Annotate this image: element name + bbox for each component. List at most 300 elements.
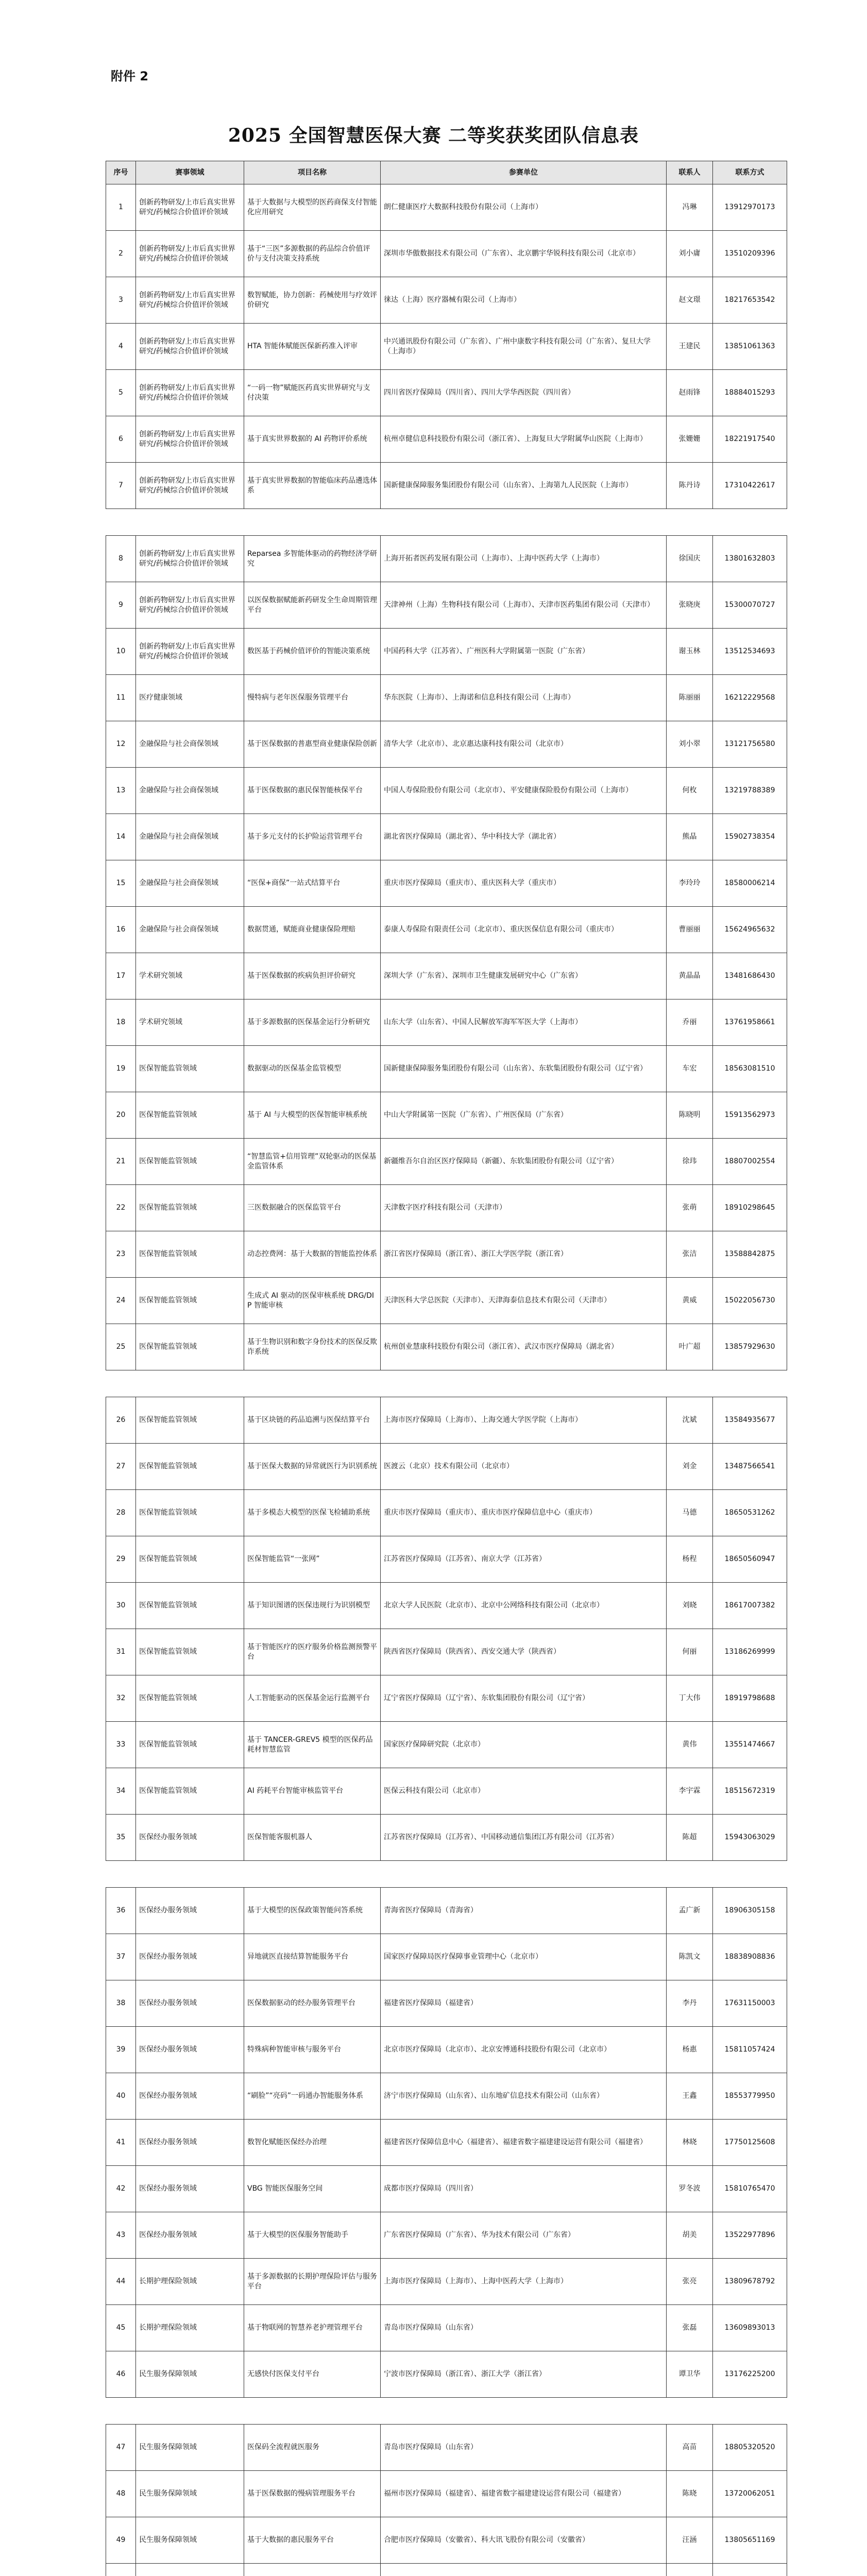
row-phone: 13186269999 bbox=[713, 1629, 787, 1675]
row-field: 创新药物研发/上市后真实世界研究/药械综合价值评价领域 bbox=[136, 277, 244, 324]
row-project: 基于大数据的惠民服务平台 bbox=[244, 2517, 381, 2564]
row-project: VBG 智能医保服务空间 bbox=[244, 2166, 381, 2212]
row-phone: 18217653542 bbox=[713, 277, 787, 324]
row-org: 江苏省医疗保障局（江苏省）、中国移动通信集团江苏有限公司（江苏省） bbox=[381, 1815, 667, 1861]
row-field: 长期护理保险领域 bbox=[136, 2305, 244, 2351]
row-org: 深圳市华傲数据技术有限公司（广东省）、北京鹏宇华锐科技有限公司（北京市） bbox=[381, 231, 667, 277]
table-row bbox=[106, 1583, 787, 1629]
row-no: 23 bbox=[106, 1231, 136, 1278]
row-project: 基于大模型的医保政策智能问答系统 bbox=[244, 1888, 381, 1934]
row-field: 创新药物研发/上市后真实世界研究/药械综合价值评价领域 bbox=[136, 582, 244, 629]
row-no: 32 bbox=[106, 1675, 136, 1722]
table-row bbox=[106, 999, 787, 1046]
row-contact: 陈超 bbox=[667, 1815, 713, 1861]
row-field bbox=[136, 2564, 244, 2576]
row-org: 天津数字医疗科技有限公司（天津市） bbox=[381, 1185, 667, 1231]
row-contact: 谢玉林 bbox=[667, 629, 713, 675]
row-no: 41 bbox=[106, 2120, 136, 2166]
row-contact: 孟广新 bbox=[667, 1888, 713, 1934]
row-phone: 18884015293 bbox=[713, 370, 787, 416]
table-row bbox=[106, 2471, 787, 2517]
row-project: 基于 TANCER-GREV5 模型的医保药品耗材智慧监管 bbox=[244, 1722, 381, 1768]
row-project: 医保码全流程就医服务 bbox=[244, 2425, 381, 2471]
row-no: 42 bbox=[106, 2166, 136, 2212]
row-phone: 15811057424 bbox=[713, 2027, 787, 2073]
row-no: 25 bbox=[106, 1324, 136, 1370]
row-org: 北京大学人民医院（北京市）、北京中公网络科技有限公司（北京市） bbox=[381, 1583, 667, 1629]
row-org: 医渡云（北京）技术有限公司（北京市） bbox=[381, 1444, 667, 1490]
row-field: 医保智能监管领域 bbox=[136, 1046, 244, 1092]
table-row bbox=[106, 1980, 787, 2027]
table-row bbox=[106, 1324, 787, 1370]
row-project: 数智赋能，协力创新：药械使用与疗效评价研究 bbox=[244, 277, 381, 324]
row-no: 44 bbox=[106, 2259, 136, 2305]
row-phone: 13720062051 bbox=[713, 2471, 787, 2517]
table-row bbox=[106, 1888, 787, 1934]
row-no: 11 bbox=[106, 675, 136, 721]
table-row bbox=[106, 1231, 787, 1278]
row-org: 中国人寿保险股份有限公司（北京市）、平安健康保险股份有限公司（上海市） bbox=[381, 768, 667, 814]
row-project: 数医基于药械价值评价的智能决策系统 bbox=[244, 629, 381, 675]
row-project: Reparsea 多智能体驱动的药物经济学研究 bbox=[244, 536, 381, 582]
table-row bbox=[106, 324, 787, 370]
row-phone: 13219788389 bbox=[713, 768, 787, 814]
table-row bbox=[106, 536, 787, 582]
row-project: 数据贯通，赋能商业健康保险理赔 bbox=[244, 907, 381, 953]
row-project: HTA 智能体赋能医保新药准入评审 bbox=[244, 324, 381, 370]
row-phone: 18553779950 bbox=[713, 2073, 787, 2120]
row-field: 金融保险与社会商保领域 bbox=[136, 907, 244, 953]
row-org: 上海市医疗保障局（上海市）、上海中医药大学（上海市） bbox=[381, 2259, 667, 2305]
row-org: 广东省医疗保障局（广东省）、华为技术有限公司（广东省） bbox=[381, 2212, 667, 2259]
row-org: 重庆市医疗保障局（重庆市）、重庆医科大学（重庆市） bbox=[381, 860, 667, 907]
row-field: 医保智能监管领域 bbox=[136, 1324, 244, 1370]
row-project: 基于多元支付的长护险运营管理平台 bbox=[244, 814, 381, 860]
row-org: 陕西省医疗保障局（陕西省）、西安交通大学（陕西省） bbox=[381, 1629, 667, 1675]
row-contact: 刘小翠 bbox=[667, 721, 713, 768]
row-no: 7 bbox=[106, 463, 136, 509]
row-project: 数智化赋能医保经办治理 bbox=[244, 2120, 381, 2166]
table-row bbox=[106, 1815, 787, 1861]
row-contact: 林晓 bbox=[667, 2120, 713, 2166]
row-org: 深圳大学（广东省）、深圳市卫生健康发展研究中心（广东省） bbox=[381, 953, 667, 999]
row-org: 新疆维吾尔自治区医疗保障局（新疆）、东软集团股份有限公司（辽宁省） bbox=[381, 1139, 667, 1185]
row-field: 医保经办服务领域 bbox=[136, 1888, 244, 1934]
table-row bbox=[106, 1397, 787, 1444]
table-row bbox=[106, 768, 787, 814]
row-project: 基于大数据与大模型的医药商保支付智能化应用研究 bbox=[244, 184, 381, 231]
header-field: 赛事领域 bbox=[136, 161, 244, 184]
row-contact: 张姗姗 bbox=[667, 416, 713, 463]
row-contact: 徐玮 bbox=[667, 1139, 713, 1185]
row-phone: 17750125608 bbox=[713, 2120, 787, 2166]
row-field: 医保智能监管领域 bbox=[136, 1397, 244, 1444]
attachment-label: 附件 2 bbox=[111, 69, 149, 83]
row-org: 青岛市医疗保障局（山东省） bbox=[381, 2305, 667, 2351]
table-row bbox=[106, 1046, 787, 1092]
row-no: 19 bbox=[106, 1046, 136, 1092]
row-phone: 18580006214 bbox=[713, 860, 787, 907]
row-no: 18 bbox=[106, 999, 136, 1046]
row-phone: 17310422617 bbox=[713, 463, 787, 509]
row-contact: 乔丽 bbox=[667, 999, 713, 1046]
table-row bbox=[106, 675, 787, 721]
row-contact: 张萌 bbox=[667, 1185, 713, 1231]
page-break-gap bbox=[106, 1370, 787, 1397]
row-no: 4 bbox=[106, 324, 136, 370]
row-contact: 杨程 bbox=[667, 1536, 713, 1583]
row-phone: 15624965632 bbox=[713, 907, 787, 953]
row-org: 上海市医疗保障局（上海市）、上海交通大学医学院（上海市） bbox=[381, 1397, 667, 1444]
page-break-cell bbox=[106, 509, 787, 536]
row-org: 国新健康保障服务集团股份有限公司（山东省）、东软集团股份有限公司（辽宁省） bbox=[381, 1046, 667, 1092]
row-contact: 胡美 bbox=[667, 2212, 713, 2259]
row-no bbox=[106, 2564, 136, 2576]
row-field: 金融保险与社会商保领域 bbox=[136, 721, 244, 768]
row-phone: 13481686430 bbox=[713, 953, 787, 999]
row-no: 33 bbox=[106, 1722, 136, 1768]
table-row bbox=[106, 1444, 787, 1490]
row-org: 华东医院（上海市）、上海诺和信息科技有限公司（上海市） bbox=[381, 675, 667, 721]
row-phone: 15810765470 bbox=[713, 2166, 787, 2212]
row-org: 成都市医疗保障局（四川省） bbox=[381, 2166, 667, 2212]
row-org: 天津医科大学总医院（天津市）、天津海泰信息技术有限公司（天津市） bbox=[381, 1278, 667, 1324]
row-phone: 13809678792 bbox=[713, 2259, 787, 2305]
row-phone: 18650531262 bbox=[713, 1490, 787, 1536]
row-project: 三医数据融合的医保监管平台 bbox=[244, 1185, 381, 1231]
row-field: 医保经办服务领域 bbox=[136, 2166, 244, 2212]
row-contact: 罗冬波 bbox=[667, 2166, 713, 2212]
row-org: 四川省医疗保障局（四川省）、四川大学华西医院（四川省） bbox=[381, 370, 667, 416]
row-project: 基于多模态大模型的医保飞检辅助系统 bbox=[244, 1490, 381, 1536]
table-row bbox=[106, 2212, 787, 2259]
row-org: 浙江省医疗保障局（浙江省）、浙江大学医学院（浙江省） bbox=[381, 1231, 667, 1278]
row-no: 13 bbox=[106, 768, 136, 814]
row-no: 28 bbox=[106, 1490, 136, 1536]
row-project: 基于生物识别和数字身份技术的医保反欺诈系统 bbox=[244, 1324, 381, 1370]
table-row bbox=[106, 1185, 787, 1231]
row-phone: 18221917540 bbox=[713, 416, 787, 463]
row-project: 慢特病与老年医保服务管理平台 bbox=[244, 675, 381, 721]
row-phone: 13805651169 bbox=[713, 2517, 787, 2564]
row-org: 中兴通讯股份有限公司（广东省）、广州中康数字科技有限公司（广东省）、复旦大学（上海市） bbox=[381, 324, 667, 370]
row-org: 青海省医疗保障局（青海省） bbox=[381, 1888, 667, 1934]
row-contact: 张洁 bbox=[667, 1231, 713, 1278]
row-project: 异地就医直接结算智能服务平台 bbox=[244, 1934, 381, 1980]
row-project: 基于物联网的智慧养老护理管理平台 bbox=[244, 2305, 381, 2351]
table-row bbox=[106, 1278, 787, 1324]
page-title: 2025 全国智慧医保大赛 二等奖获奖团队信息表 bbox=[228, 125, 639, 146]
row-contact: 谭卫华 bbox=[667, 2351, 713, 2398]
row-contact: 冯琳 bbox=[667, 184, 713, 231]
table-row bbox=[106, 1139, 787, 1185]
table-row bbox=[106, 814, 787, 860]
table-row bbox=[106, 2425, 787, 2471]
row-field: 医保智能监管领域 bbox=[136, 1490, 244, 1536]
row-org: 上海开拓者医药发展有限公司（上海市）、上海中医药大学（上海市） bbox=[381, 536, 667, 582]
row-phone: 13857929630 bbox=[713, 1324, 787, 1370]
row-org: 朗仁健康医疗大数据科技股份有限公司（上海市） bbox=[381, 184, 667, 231]
row-no: 39 bbox=[106, 2027, 136, 2073]
page-break-cell bbox=[106, 2398, 787, 2425]
row-no: 34 bbox=[106, 1768, 136, 1815]
row-project: 基于区块链的药品追溯与医保结算平台 bbox=[244, 1397, 381, 1444]
row-no: 49 bbox=[106, 2517, 136, 2564]
row-phone: 13912970173 bbox=[713, 184, 787, 231]
row-contact: 张磊 bbox=[667, 2305, 713, 2351]
row-field: 医保智能监管领域 bbox=[136, 1231, 244, 1278]
row-field: 医保智能监管领域 bbox=[136, 1444, 244, 1490]
row-phone: 18805320520 bbox=[713, 2425, 787, 2471]
row-contact: 李丹 bbox=[667, 1980, 713, 2027]
row-project: 基于知识图谱的医保违规行为识别模型 bbox=[244, 1583, 381, 1629]
row-org: 国家医疗保障研究院（北京市） bbox=[381, 1722, 667, 1768]
row-project: 基于真实世界数据的 AI 药物评价系统 bbox=[244, 416, 381, 463]
table-row bbox=[106, 2166, 787, 2212]
table-row bbox=[106, 2120, 787, 2166]
row-contact: 汪涵 bbox=[667, 2517, 713, 2564]
row-org: 福建省医疗保障局（福建省） bbox=[381, 1980, 667, 2027]
row-contact: 何丽 bbox=[667, 1629, 713, 1675]
row-phone: 13551474667 bbox=[713, 1722, 787, 1768]
row-phone: 16212229568 bbox=[713, 675, 787, 721]
row-org: 宁波市医疗保障局（浙江省）、浙江大学（浙江省） bbox=[381, 2351, 667, 2398]
row-org: 徕达（上海）医疗器械有限公司（上海市） bbox=[381, 277, 667, 324]
row-no: 15 bbox=[106, 860, 136, 907]
row-phone: 15022056730 bbox=[713, 1278, 787, 1324]
row-field: 创新药物研发/上市后真实世界研究/药械综合价值评价领域 bbox=[136, 231, 244, 277]
row-org: 青岛市医疗保障局（山东省） bbox=[381, 2425, 667, 2471]
row-field: 长期护理保险领域 bbox=[136, 2259, 244, 2305]
table-row bbox=[106, 721, 787, 768]
row-no: 40 bbox=[106, 2073, 136, 2120]
row-no: 14 bbox=[106, 814, 136, 860]
award-table-container bbox=[106, 161, 787, 2576]
header-contact: 联系人 bbox=[667, 161, 713, 184]
row-no: 36 bbox=[106, 1888, 136, 1934]
row-project: 基于医保数据的普惠型商业健康保险创新 bbox=[244, 721, 381, 768]
row-contact: 陈丹诗 bbox=[667, 463, 713, 509]
row-org: 济宁市医疗保障局（山东省）、山东地矿信息技术有限公司（山东省） bbox=[381, 2073, 667, 2120]
row-contact: 赵雨锋 bbox=[667, 370, 713, 416]
row-org: 重庆市医疗保障局（重庆市）、重庆市医疗保障信息中心（重庆市） bbox=[381, 1490, 667, 1536]
row-no: 31 bbox=[106, 1629, 136, 1675]
row-contact: 王建民 bbox=[667, 324, 713, 370]
row-org: 清华大学（北京市）、北京惠达康科技有限公司（北京市） bbox=[381, 721, 667, 768]
row-contact: 何枚 bbox=[667, 768, 713, 814]
page-break-cell bbox=[106, 1861, 787, 1888]
row-project: 人工智能驱动的医保基金运行监测平台 bbox=[244, 1675, 381, 1722]
table-row bbox=[106, 184, 787, 231]
header-no: 序号 bbox=[106, 161, 136, 184]
row-project: 数据驱动的医保基金监管模型 bbox=[244, 1046, 381, 1092]
row-project: “刷脸”“亮码”一码通办智能服务体系 bbox=[244, 2073, 381, 2120]
table-body bbox=[106, 184, 787, 2576]
row-contact: 熊晶 bbox=[667, 814, 713, 860]
row-phone: 18807002554 bbox=[713, 1139, 787, 1185]
award-table bbox=[106, 161, 787, 2576]
row-org: 湖北省医疗保障局（湖北省）、华中科技大学（湖北省） bbox=[381, 814, 667, 860]
row-field: 创新药物研发/上市后真实世界研究/药械综合价值评价领域 bbox=[136, 463, 244, 509]
row-phone: 13176225200 bbox=[713, 2351, 787, 2398]
row-contact: 黄晶晶 bbox=[667, 953, 713, 999]
table-row bbox=[106, 2073, 787, 2120]
row-phone: 18515672319 bbox=[713, 1768, 787, 1815]
row-no: 30 bbox=[106, 1583, 136, 1629]
row-phone: 13761958661 bbox=[713, 999, 787, 1046]
table-row bbox=[106, 2259, 787, 2305]
row-project: 基于多源数据的医保基金运行分析研究 bbox=[244, 999, 381, 1046]
table-row bbox=[106, 2305, 787, 2351]
row-contact: 徐国庆 bbox=[667, 536, 713, 582]
table-row bbox=[106, 231, 787, 277]
row-project: 医保智能客服机器人 bbox=[244, 1815, 381, 1861]
row-no: 16 bbox=[106, 907, 136, 953]
row-no: 20 bbox=[106, 1092, 136, 1139]
row-no: 24 bbox=[106, 1278, 136, 1324]
row-field: 医保智能监管领域 bbox=[136, 1185, 244, 1231]
row-contact: 黄威 bbox=[667, 1278, 713, 1324]
row-contact: 陈丽丽 bbox=[667, 675, 713, 721]
row-field: 民生服务保障领域 bbox=[136, 2517, 244, 2564]
row-project: 基于“三医”多源数据的药品综合价值评价与支付决策支持系统 bbox=[244, 231, 381, 277]
row-org: 中山大学附属第一医院（广东省）、广州医保局（广东省） bbox=[381, 1092, 667, 1139]
row-contact: 张亮 bbox=[667, 2259, 713, 2305]
row-project: AI 药耗平台智能审核监管平台 bbox=[244, 1768, 381, 1815]
row-phone: 18906305158 bbox=[713, 1888, 787, 1934]
row-no: 6 bbox=[106, 416, 136, 463]
row-no: 10 bbox=[106, 629, 136, 675]
row-field: 民生服务保障领域 bbox=[136, 2471, 244, 2517]
row-contact: 陈晓 bbox=[667, 2471, 713, 2517]
row-contact: 赵文璟 bbox=[667, 277, 713, 324]
row-field: 金融保险与社会商保领域 bbox=[136, 768, 244, 814]
row-phone: 17631150003 bbox=[713, 1980, 787, 2027]
row-phone: 13121756580 bbox=[713, 721, 787, 768]
row-org: 国家医疗保障局医疗保障事业管理中心（北京市） bbox=[381, 1934, 667, 1980]
row-org: 北京市医疗保障局（北京市）、北京安博通科技股份有限公司（北京市） bbox=[381, 2027, 667, 2073]
row-project: “智慧监管+信用管理”双轮驱动的医保基金监管体系 bbox=[244, 1139, 381, 1185]
row-org: 江苏省医疗保障局（江苏省）、南京大学（江苏省） bbox=[381, 1536, 667, 1583]
row-phone: 13487566541 bbox=[713, 1444, 787, 1490]
row-field: 学术研究领域 bbox=[136, 999, 244, 1046]
row-project: 基于真实世界数据的智能临床药品遴选体系 bbox=[244, 463, 381, 509]
row-no: 5 bbox=[106, 370, 136, 416]
row-phone: 13609893013 bbox=[713, 2305, 787, 2351]
row-no: 26 bbox=[106, 1397, 136, 1444]
row-contact: 黄伟 bbox=[667, 1722, 713, 1768]
row-org: 医保云科技有限公司（北京市） bbox=[381, 1768, 667, 1815]
row-phone: 15300070727 bbox=[713, 582, 787, 629]
row-project: 医保智能监管“一张网” bbox=[244, 1536, 381, 1583]
row-contact: 刘小庸 bbox=[667, 231, 713, 277]
row-phone: 13512534693 bbox=[713, 629, 787, 675]
header-project: 项目名称 bbox=[244, 161, 381, 184]
row-field: 医保智能监管领域 bbox=[136, 1536, 244, 1583]
table-row bbox=[106, 1768, 787, 1815]
row-field: 创新药物研发/上市后真实世界研究/药械综合价值评价领域 bbox=[136, 416, 244, 463]
row-phone: 13522977896 bbox=[713, 2212, 787, 2259]
row-project: 特殊病种智能审核与服务平台 bbox=[244, 2027, 381, 2073]
row-contact: 张晓庚 bbox=[667, 582, 713, 629]
row-org: 泰康人寿保险有限责任公司（北京市）、重庆医保信息有限公司（重庆市） bbox=[381, 907, 667, 953]
row-field: 医保智能监管领域 bbox=[136, 1278, 244, 1324]
row-project: 动态控费网：基于大数据的智能监控体系 bbox=[244, 1231, 381, 1278]
row-contact: 陈凯文 bbox=[667, 1934, 713, 1980]
row-phone: 13588842875 bbox=[713, 1231, 787, 1278]
row-project: 医保数据驱动的经办服务管理平台 bbox=[244, 1980, 381, 2027]
row-contact: 刘金 bbox=[667, 1444, 713, 1490]
row-no: 17 bbox=[106, 953, 136, 999]
row-no: 37 bbox=[106, 1934, 136, 1980]
row-field: 医保经办服务领域 bbox=[136, 1934, 244, 1980]
row-phone: 15913562973 bbox=[713, 1092, 787, 1139]
row-project: 基于医保数据的慢病管理服务平台 bbox=[244, 2471, 381, 2517]
row-contact: 李宇霖 bbox=[667, 1768, 713, 1815]
row-org: 天津神州（上海）生物科技有限公司（上海市）、天津市医药集团有限公司（天津市） bbox=[381, 582, 667, 629]
table-row bbox=[106, 277, 787, 324]
row-field: 医保经办服务领域 bbox=[136, 2073, 244, 2120]
row-no: 35 bbox=[106, 1815, 136, 1861]
row-project: 基于医保数据的惠民保智能核保平台 bbox=[244, 768, 381, 814]
row-no: 48 bbox=[106, 2471, 136, 2517]
table-row bbox=[106, 370, 787, 416]
row-no: 46 bbox=[106, 2351, 136, 2398]
row-org: 辽宁省医疗保障局（辽宁省）、东软集团股份有限公司（辽宁省） bbox=[381, 1675, 667, 1722]
row-contact: 陈晓明 bbox=[667, 1092, 713, 1139]
row-phone: 13510209396 bbox=[713, 231, 787, 277]
row-project: 基于医保数据的疾病负担评价研究 bbox=[244, 953, 381, 999]
page-break-cell bbox=[106, 1370, 787, 1397]
row-field: 医保经办服务领域 bbox=[136, 1815, 244, 1861]
table-row bbox=[106, 2027, 787, 2073]
row-org: 山东大学（山东省）、中国人民解放军海军军医大学（上海市） bbox=[381, 999, 667, 1046]
row-field: 医保智能监管领域 bbox=[136, 1092, 244, 1139]
header-org: 参赛单位 bbox=[381, 161, 667, 184]
table-row bbox=[106, 1722, 787, 1768]
table-row bbox=[106, 953, 787, 999]
row-org: 杭州创业慧康科技股份有限公司（浙江省）、武汉市医疗保障局（湖北省） bbox=[381, 1324, 667, 1370]
row-no: 43 bbox=[106, 2212, 136, 2259]
row-field: 创新药物研发/上市后真实世界研究/药械综合价值评价领域 bbox=[136, 370, 244, 416]
page-break-gap bbox=[106, 1861, 787, 1888]
row-field: 医保智能监管领域 bbox=[136, 1629, 244, 1675]
row-no: 1 bbox=[106, 184, 136, 231]
table-row bbox=[106, 1490, 787, 1536]
page-break-gap bbox=[106, 2398, 787, 2425]
row-field: 创新药物研发/上市后真实世界研究/药械综合价值评价领域 bbox=[136, 184, 244, 231]
row-phone: 18838908836 bbox=[713, 1934, 787, 1980]
table-row bbox=[106, 1092, 787, 1139]
row-phone: 13851061363 bbox=[713, 324, 787, 370]
row-no: 29 bbox=[106, 1536, 136, 1583]
row-no: 8 bbox=[106, 536, 136, 582]
row-phone: 18910298645 bbox=[713, 1185, 787, 1231]
row-field: 医疗健康领域 bbox=[136, 675, 244, 721]
row-field: 医保智能监管领域 bbox=[136, 1768, 244, 1815]
row-contact: 杨惠 bbox=[667, 2027, 713, 2073]
row-no: 2 bbox=[106, 231, 136, 277]
row-field: 创新药物研发/上市后真实世界研究/药械综合价值评价领域 bbox=[136, 536, 244, 582]
row-no: 27 bbox=[106, 1444, 136, 1490]
row-contact: 王鑫 bbox=[667, 2073, 713, 2120]
page-break-gap bbox=[106, 509, 787, 536]
table-header-row bbox=[106, 161, 787, 184]
row-no: 9 bbox=[106, 582, 136, 629]
row-field: 金融保险与社会商保领域 bbox=[136, 860, 244, 907]
row-org: 福州市医疗保障局（福建省）、福建省数字福建建设运营有限公司（福建省） bbox=[381, 2471, 667, 2517]
table-row bbox=[106, 463, 787, 509]
